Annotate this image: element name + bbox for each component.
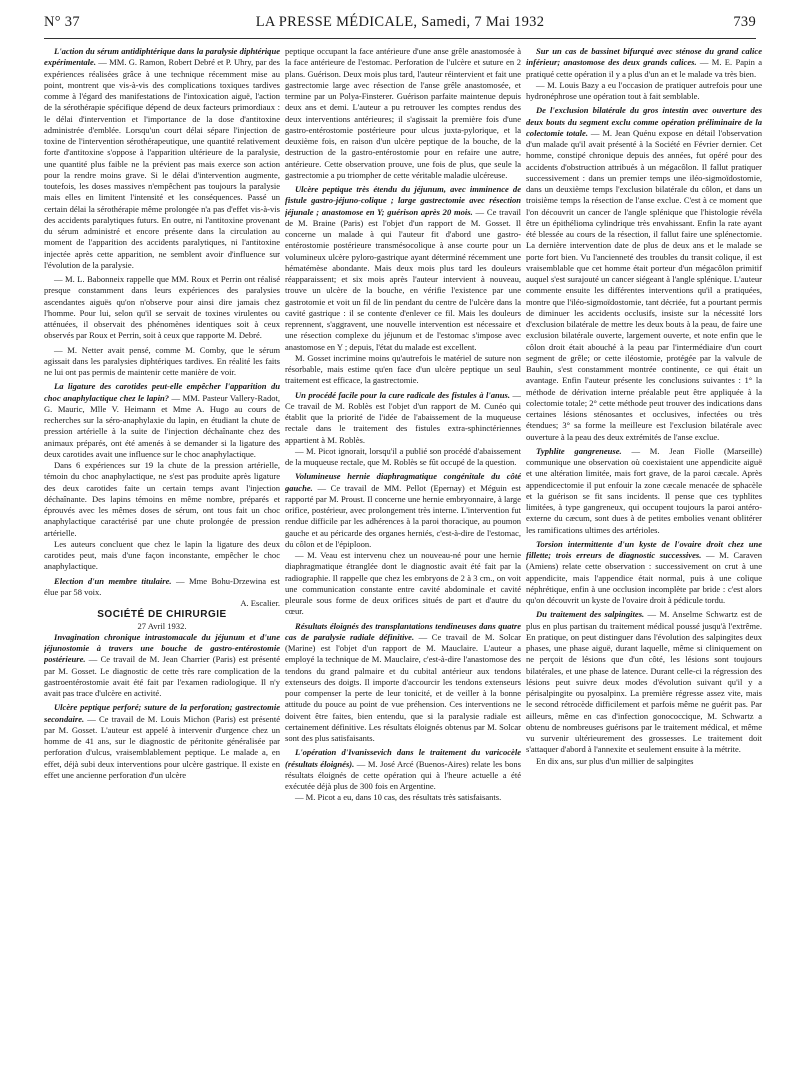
article-paragraph: Un procédé facile pour la cure radicale des fistules à l'anus. — Ce travail de M. Roblès est l'objet d'un rapport de M. Cunéo qui établit que la priorité de l'idée de l'abaissement de la muqueuse rectale dans le traitement des fistules extra-sphinctériennes appartient à M. Roblès.: [285, 389, 521, 445]
article-paragraph: — M. L. Babonneix rappelle que MM. Roux et Perrin ont réalisé presque constamment dans leurs expériences des paralysies ascendantes aiguës qu'on n'observe pour ainsi dire jamais chez l'homme. Pour lui, selon qu'il se servait de toxines virulentes ou atténuées, il observait des phénomènes identiques soit à ceux observés par Roux et Perrin, soit à ceux que rapporte M. Debré.: [44, 274, 280, 341]
article-paragraph: — M. Picot a eu, dans 10 cas, des résultats très satisfaisants.: [295, 792, 502, 803]
column-1: [44, 46, 280, 1066]
article-paragraph: Ulcère peptique perforé; suture de la perforation; gastrectomie secondaire. — Ce travail de M. Louis Michon (Paris) est présenté par M. Gosset. L'auteur est appelé à intervenir d'urgence chez un homme de 41 ans, sur le diagnostic de péritonite généralisée par perforation d'ulcus, vraisemblablement peptique. Le malade a, en effet, déjà subi deux interventions pour ulcère gastrique. Il existe en effet une ancienne perforation d'un ulcère: [44, 702, 280, 780]
header-rule: [44, 38, 756, 39]
article-paragraph: — M. Netter avait pensé, comme M. Comby, que le sérum agissait dans les paralysies diphtériques tardives. En réalité les faits ne lui ont pas permis de maintenir cette manière de voir.: [44, 344, 280, 377]
article-paragraph: — M. Veau est intervenu chez un nouveau-né pour une hernie diaphragmatique étranglée dont le diagnostic avait été fait par la radiographie. Il rappelle que chez les embryons de 2 à 3 cm., on voit une communication constante entre cavité abdominale et cavité pleurale sous forme de deux orifices situés de part et d'autre du cœur.: [285, 550, 521, 617]
article-paragraph: De l'exclusion bilatérale du gros intestin avec ouverture des deux bouts du segment exclu comme opération préliminaire de la colectomie totale. — M. Jean Quénu expose en détail l'observation d'un malade qu'il avait présenté à la Société en Février dernier. Cet homme, constipé chronique depuis des années, fut opéré pour des accidents d'obstruction attribués à un mégacôlon. Il fallut pratiquer successivement : dans un premier temps une iléo-sigmoïdostomie, dans un deuxième temps l'exclusion bilatérale du côlon, et dans un troisième temps la résection de l'anse exclue. C'est à ce moment que l'on découvrit un cancer de l'angle splénique que l'histologie révéla être un épithélioma cylindrique très envahissant. Enfin la rate ayant été blessée au cours de la résection, il fallut faire une splénectomie. La dernière intervention date de plus de deux ans et le malade se porte fort bien. Vu l'ancienneté des troubles du transit colique, il est vraisemblable que cet homme était porteur d'un mégacôlon primitif auquel s'est surajouté un cancer siégeant à l'angle splénique. L'auteur commente ensuite les différentes interventions qu'il a pratiquées, montre que l'iléo-sigmoïdostomie, tant décriée, fut a pourtant permis de diminuer les accidents occlusifs, insiste sur la nécessité lors d'exclusion bilatérale de mettre les deux bouts à la peau, de faire une exclusion bilatérale ouverte, largement ouverte, et note enfin que le côlon droit était abouché à la peau par l'intermédiaire d'un court segment de grêle; or cette iléostomie, protégée par la valvule de Bauhin, s'est constamment montrée continente, ce qui était un avantage. Enfin l'auteur présente les conclusions suivantes : 1° la méthode de dérivation interne préalable peut être appliquée à la colectomie totale; 2° cette méthode peut trouver des indications dans certaines lésions sténosantes et occlusives, infectées ou très étendues; 3° sa forme la meilleure est l'exclusion bilatérale avec ouverture à la peau des deux extrémités de l'anse exclue.: [526, 105, 762, 442]
article-paragraph: Volumineuse hernie diaphragmatique congénitale du côté gauche. — Ce travail de MM. Pellot (Epernay) et Méguin est rapporté par M. Proust. Il concerne une hernie embryonnaire, à large orifice, postérieur, avec prolongement très interne. L'intervention fut rendue difficile par les adhérences à la paroi thoracique, au poumon gauche et au péricarde des organes herniés, c'est-à-dire de l'estomac, du côlon et de l'épiploon.: [285, 471, 521, 549]
article-paragraph: Invagination chronique intrastomacale du jéjunum et d'une jéjunostomie à travers une bouche de gastro-entérostomie postérieure. — Ce travail de M. Jean Charrier (Paris) est présenté par M. Gosset. Le diagnostic de cette très rare complication de la gastroentérostomie avait été fait par l'examen radiologique. Il n'y avait pas trace d'ulcère en activité.: [44, 631, 280, 698]
article-paragraph: Typhlite gangreneuse. — M. Jean Fiolle (Marseille) communique une observation où coexistaient une appendicite aiguë et une altération limitée, mais fort grave, de la paroi cæcale. Après appendicectomie il put enfouir la zone cæcale menacée de sphacèle et la guérison se fit sans incidents. Il pense que ces typhlites limitées, à type gangreneux, qui occupent toujours la paroi antéro-externe du cæcum, sont dues à de petites embolies venant oblitérer les ramifications ultimes des artérioles.: [526, 445, 762, 535]
article-paragraph: Dans 6 expériences sur 19 la chute de la pression artérielle, témoin du choc anaphylactique, ne s'est pas produite après ligature des deux carotides faite un certain temps avant l'injection déchaînante. Des lapins témoins en même nombre, préparés et éprouvés avec les mêmes doses de sérum, ont tous fait un choc anaphylactique caractérisé par une chute prolongée de pression artérielle.: [44, 460, 280, 538]
page-header: [44, 14, 756, 36]
article-paragraph: Les auteurs concluent que chez le lapin la ligature des deux carotides peut, mais d'une façon inconstante, empêcher le choc anaphylactique.: [44, 538, 280, 572]
article-paragraph: La ligature des carotides peut-elle empêcher l'apparition du choc anaphylactique chez le lapin? — MM. Pasteur Vallery-Radot, G. Mauric, Mlle V. Heimann et Mme A. Hugo au cours de recherches sur la séro-anaphylaxie du lapin, en étudiant la chute de pression artérielle à la suite de l'injection déchaînante chez des animaux préparés, ont été amenés à se demander si la ligature des deux carotides avait une influence sur le choc anaphylactique.: [44, 381, 280, 459]
article-paragraph: — M. Picot ignorait, lorsqu'il a publié son procédé d'abaissement de la muqueuse rectale, que M. Roblès se fût occupé de la question.: [285, 445, 521, 467]
article-paragraph: Ulcère peptique très étendu du jéjunum, avec imminence de fistule gastro-jéjuno-colique ; large gastrectomie avec résection jéjunale ; anastomose en Y; guérison après 20 mois. — Ce travail de M. Braine (Paris) est l'objet d'un rapport de M. Gosset. Il concerne un malade à qui l'auteur fit d'abord une gastro-entérostomie postérieure transmésocolique à anse courte pour un volumineux ulcère pyloro-gastrique ayant déterminé récemment une hématémèse abondante. Mais deux mois plus tard les douleurs réapparaissent; et six mois après l'auteur intervient à nouveau, trouve un ulcère de la bouche, en vérifie l'existence par une gastrotomie et voit un fil de lin pendant du centre de l'ulcère dans la cavité gastrique : il se contente d'enlever ce fil. Mais les douleurs reprennent, s'aggravent, une nouvelle intervention est nécessaire et une résection complexe du jéjunum et de l'estomac s'impose avec anastomose en Y ; depuis, l'état du malade est excellent.: [285, 184, 521, 352]
signature: A. Escalier.: [240, 598, 280, 608]
article-paragraph: — M. Louis Bazy a eu l'occasion de pratiquer autrefois pour une hydronéphrose une opération tout à fait semblable.: [526, 79, 762, 101]
article-paragraph: Torsion intermittente d'un kyste de l'ovaire droit chez une fillette; trois erreurs de diagnostic successives. — M. Caraven (Amiens) relate cette observation : successivement on crut à une appendicite, mais l'appendice était normal, puis à une colique néphrétique, enfin à une occlusion incomplète par bride : c'est alors qu'on découvrit un kyste de l'ovaire droit à pédicule tordu.: [526, 538, 762, 605]
article-paragraph: Election d'un membre titulaire. — Mme Bohu-Drzewina est élue par 58 voix.: [44, 575, 280, 597]
article-paragraph: Sur un cas de bassinet bifurqué avec sténose du grand calice inférieur; anastomose des deux grands calices. — M. E. Papin a pratiqué cette opération il y a plus d'un an et le malade va très bien.: [526, 46, 762, 79]
article-paragraph: Du traitement des salpingites. — M. Anselme Schwartz est de plus en plus partisan du traitement médical poussé jusqu'à l'extrême. En pratique, on peut distinguer dans l'évolution des salpingites deux phases, une phase aiguë, durant laquelle, même si cliniquement on ne perçoit de lésions que d'un côté, les lésions sont toujours bilatérales, et une phase de latence. Durant celle-ci la régression des lésions peut suivre deux modes d'évolution suivant qu'il y a périsalpingite ou pyosalpinx. La première régresse assez vite, mais le second rétrocède difficilement et parfois même ne guérit pas. Par ailleurs, même en cas d'infection gonococcique, M. Schwartz a obtenu de nombreuses guérisons par le traitement médical, et même vu survenir ultérieurement des grossesses. Le traitement doit s'attaquer d'abord à l'annexite et seulement ensuite à la métrite.: [526, 609, 762, 755]
article-paragraph: peptique occupant la face antérieure d'une anse grêle anastomosée à la face antérieure de l'estomac. Perforation de l'ulcère et suture en 2 plans. Guérison. Deux mois plus tard, l'auteur réintervient et fait une gastrectomie large avec résection de l'anse grêle anastomosée, et termine par un Polya-Finsterer. Guérison parfaite maintenue depuis deux ans et demi. L'auteur a pu retrouver les comptes rendus des deux interventions antérieures; il s'agissait la première fois d'une gastro-entérostomie postérieure pour ulcus juxta-pylorique, et la deuxième fois, en raison d'un ulcère peptique de la bouche, de la destruction de la gastro-entérostomie pour en refaire une autre, antérieure. Cette observation prouve, une fois de plus, que seule la gastrectomie a pu triompher de cette véritable maladie ulcéreuse.: [285, 46, 521, 180]
journal-title: LA PRESSE MÉDICALE, Samedi, 7 Mai 1932: [255, 14, 545, 30]
section-date: 27 Avril 1932.: [137, 620, 187, 631]
article-paragraph: L'opération d'Ivanissevich dans le traitement du varicocèle (résultats éloignés). — M. José Arcé (Buenos-Aires) relate les bons résultats éloignés de cette opération qui à l'heure actuelle a été exécutée déjà plus de 300 fois en Argentine.: [285, 747, 521, 791]
column-2: [285, 46, 521, 1066]
article-paragraph: M. Gosset incrimine moins qu'autrefois le matériel de suture non résorbable, mais estime qu'en face d'un ulcère peptique un seul traitement est efficace, la gastrectomie.: [285, 352, 521, 386]
page-number: 739: [733, 14, 756, 30]
article-paragraph: L'action du sérum antidiphtérique dans la paralysie diphtérique expérimentale. — MM. G. Ramon, Robert Debré et P. Uhry, par des expériences réalisées grâce à une technique récemment mise au point, montrent que vis-à-vis des complications toxiques tardives comme à l'égard des manifestations de l'intoxication aiguë, l'action de la sérothérapie spécifique dépend de deux facteurs primordiaux : le délai d'intervention et l'importance de la dose d'antitoxine administrée d'emblée. Lorsqu'un court délai sépare l'injection de toxine de l'intervention sérothérapeutique, une quantité relativement forte d'antitoxine s'oppose à l'apparition ultérieure de la paralysie, une quantité plus faible ne la prévient pas mais exerce son action pour la rendre moins grave. Si le délai d'intervention augmente, toutefois, les doses massives n'empêchent pas toujours la paralysie mais elles en limitent l'intensité et les conséquences. Passé un certain délai la sérothérapie même prolongée n'a pas d'effet vis-à-vis des accidents paralytiques futurs. En outre, ni l'antitoxine provenant du sérum administré et encore présente dans la circulation au moment de l'apparition des accidents paralytiques, ni l'antitoxine injectée après cette apparition, ne semblent avoir d'influence sur l'évolution de la paralysie.: [44, 46, 280, 270]
section-heading: SOCIÉTÉ DE CHIRURGIE: [97, 609, 227, 621]
issue-number: N° 37: [44, 14, 80, 30]
article-paragraph: Résultats éloignés des transplantations tendineuses dans quatre cas de paralysie radiale définitive. — Ce travail de M. Solcar (Marine) est l'objet d'un rapport de M. Mauclaire. L'auteur a employé la technique de M. Mauclaire, c'est-à-dire l'anastomose des tendons du grand palmaire et du cubital antérieur aux tendons extenseurs des doigts. Il importe d'accourcir les tendons extenseurs pour compenser la perte de leur tonicité, et de veiller à la bonne attitude du pouce au point de vue préhension. Ces interventions ne doivent être faites, bien entendu, que si la paralysie radiale est certainement définitive. Les résultats éloignés obtenus par M. Solcar sont des plus satisfaisants.: [285, 620, 521, 743]
column-3: [526, 46, 762, 1066]
article-paragraph: En dix ans, sur plus d'un millier de salpingites: [536, 755, 694, 766]
